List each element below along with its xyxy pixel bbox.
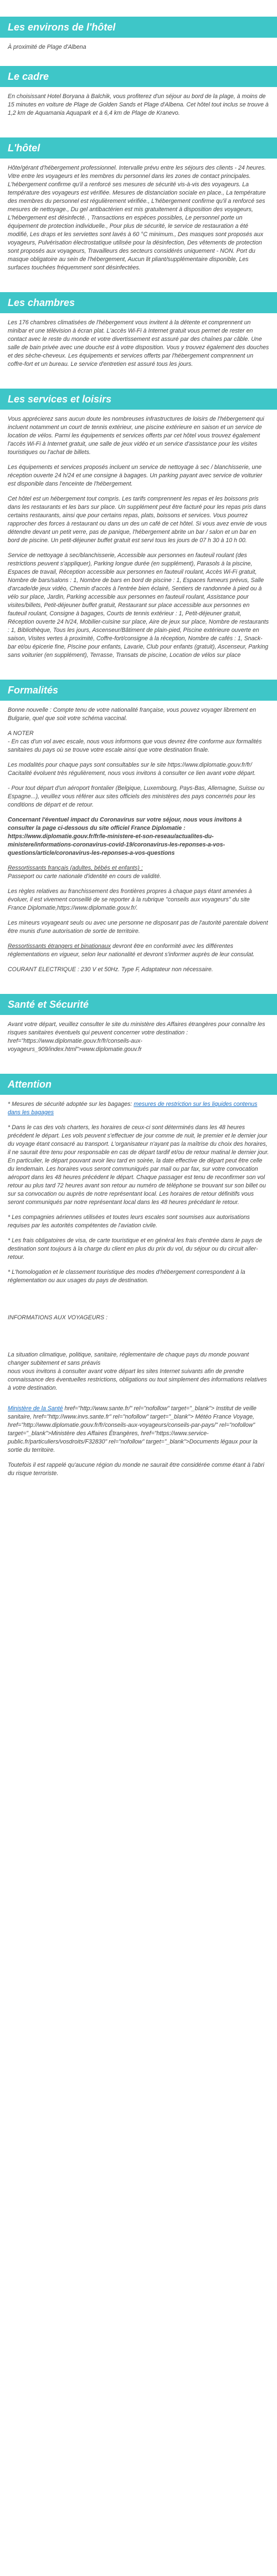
formalites-text-4: Les modalités pour chaque pays sont consultables sur le site https://www.diplomatie.gouv.fr/fr/ Cacitalité évoluent très régulièrement, nous vous invitons à consulter ce lien avant votre départ. <box>8 762 256 777</box>
section-header-hotel: L'hôtel <box>0 137 277 159</box>
section-header-environs: Les environs de l'hôtel <box>0 17 277 38</box>
services-text-3: Cet hôtel est un hébergement tout compris. Les tarifs comprennent les repas et les boissons pris dans les restaurants et les bars sur place. Un supplément peut être facturé pour les repas pris dans certains restaurants, ainsi que pour certains repas, plats, boissons et services. Vous pourrez rapprocher des forces à restaurant ou dans un des un café de cet hôtel. Si vous avez envie de vous détendre devant un petit verre, pas de panique, l'hébergement abrite un bar / salon et un bar en bord de piscine. Un petit-déjeuner buffet gratuit est servi tous les jours de 07 h 30 à 10 h 00. <box>8 496 267 544</box>
liquides-link[interactable]: mesures de restriction sur les liquides contenus dans les bagages <box>8 1101 258 1116</box>
section-attention <box>0 1095 277 1492</box>
section-header-cadre: Le cadre <box>0 66 277 87</box>
attention-links-paragraph <box>8 1405 269 1455</box>
page <box>0 17 277 1492</box>
formalites-text-5: - Pour tout départ d'un aéroport frontalier (Belgique, Luxembourg, Pays-Bas, Allemagne, Suisse ou Espagne...), veuillez vous référer aux sites officiels des ministères des pays concernés pour les conditions de départ et de retour. <box>8 785 265 808</box>
attention-text-3: * Les compagnies aériennes utilisées et toutes leurs escales sont soumises aux autorisations requises par les autorités compétentes de l'aviation civile. <box>8 1214 250 1229</box>
formalites-text-1: Bonne nouvelle : Compte tenu de votre nationalité française, vous pouvez voyager librement en Bulgarie, quel que soit votre schéma vaccinal. <box>8 707 257 722</box>
attention-links-text: href="http://www.sante.fr/" rel="nofollow" target="_blank"> Institut de veille sanitaire, href="http://www.invs.sante.fr" rel="nofollow" target="_blank"> Météo France Voyage, href="http://www.diplomatie.gouv.fr/fr/conseils-aux-voyageurs/conseils-par-pays/" rel="nofollow" target="_blank">Ministère des Affaires Étrangères, href="https://www.service-public.fr/particuliers/vosdroits/F32830" rel="nofollow" target="_blank">Documents légaux pour la sortie du territoire. <box>8 1405 258 1453</box>
formalites-foreign-label: Ressortissants étrangers et binationaux <box>8 943 111 950</box>
section-chambres <box>0 313 277 389</box>
formalites-text-7: Passeport ou carte nationale d'identité en cours de validité. <box>8 873 162 880</box>
formalites-text-3: - En cas d'un vol avec escale, nous vous informons que vous devrez être conforme aux formalités sanitaires du pays où se trouve votre escale ainsi que votre destination finale. <box>8 738 262 753</box>
services-text-4: Service de nettoyage à sec/blanchisserie, Accessible aux personnes en fauteuil roulant (des restrictions peuvent s'appliquer), Parking longue durée (en supplément), Parasols à la piscine, Espaces de travail, Réception accessible aux personnes en fauteuil roulant, Accès Wi-Fi gratuit, Nombre de bars/salons : 1, Nombre de bars en bord de piscine : 1, Espaces fumeurs prévus, Salle d'arcade/de jeux vidéo, Chemin d'accès à l'entrée bien éclairé, Sentiers de randonnée à pied ou à vélo sur place, Jardin, Parking accessible aux personnes en fauteuil roulant, Assistance pour visites/billets, Petit-déjeuner buffet gratuit, Restaurant sur place accessible aux personnes en fauteuil roulant, Consigne à bagages, Courts de tennis extérieur : 1, Petit-déjeuner gratuit, Réception ouverte 24 h/24, Mobilier-cuisine sur place, Aire de jeux sur place, Nombre de restaurants : 1, Bibliothèque, Tous les jours, Ascenseur/Bâtiment de plain-pied, Piscine extérieure ouverte en saison, Visites vertes à proximité, Coffre-fort/consigne à la réception, Nombre de cafés : 1, Snack-bar et/ou épicerie fine, Piscine pour enfants, Lavarie, Club pour enfants (gratuit), Ascenseur, Parking sans voiturier (en supplément), Terrasse, Transats de piscine, Location de vélos sur place <box>8 552 269 659</box>
chambres-text: Les 176 chambres climatisées de l'hébergement vous invitent à la détente et comprennent un minibar et une télévision à écran plat. L'accès Wi-Fi à Internet gratuit vous permet de rester en contact avec le reste du monde et votre divertissement est assuré par des chaînes par câble. Une salle de bain privée avec une douche est à votre disposition. Vous y trouvez également des douches et des sèche-cheveux. Les équipements et services offerts par l'hébergement comprennent un coffre-fort et un bureau. Le service d'entretien est assuré tous les jours. <box>8 319 269 368</box>
section-header-attention: Attention <box>0 1074 277 1095</box>
attention-text-2: * Dans le cas des vols charters, les horaires de ceux-ci sont déterminés dans les 48 heures précédent le départ. Les vols peuvent s'effectuer de jour comme de nuit, le premier et le dernier jour du voyage étant consacré au transport. L'organisateur n'ayant pas la maîtrise du choix des horaires, il ne saurait être tenu pour responsable en cas de départ tardif et/ou de retour matinal le dernier jour. En particulier, le départ pouvant avoir lieu tard en soirée, la date effective de départ peut être celle du lendemain. Les horaires vous seront communiqués par mail ou par fax, sur votre convocation aéroport dans les 48 heures précédent le départ. Chaque passager est tenu de reconfirmer son vol retour au plus tard 72 heures avant son retour au numéro de téléphone se trouvant sur son billet ou sur sa convocation ou auprès de notre représentant local. Les horaires de retour définitifs vous seront communiqués par notre représentant local dans les 48 heures précédant le retour. <box>8 1124 269 1206</box>
section-cadre <box>0 87 277 137</box>
formalites-foreign-text: devront être en conformité avec les différentes réglementations en vigueur, selon leur nationalité et devront s'informer auprès de leur consulat. <box>8 943 255 958</box>
ministere-sante-link[interactable]: Ministère de la Santé <box>8 1405 63 1412</box>
hotel-text: Hôte/gérant d'hébergement professionnel. Intervalle prévu entre les séjours des clients - 24 heures. Vitre entre les voyageurs et les membres du personnel dans les zones de contact principales. L'hébergement confirme qu'il a renforcé ses mesures de sécurité vis-à-vis des voyageurs. La température des voyageurs est vérifiée. Mesures de distanciation sociale en place., La température des membres du personnel est régulièrement vérifiée., L'hébergement confirme qu'il a renforcé ses mesures de nettoyage., Du gel antibactérien est mis gratuitement à disposition des voyageurs, L'hébergement est désinfecté. , Transactions en espèces possibles, Le personnel porte un équipement de protection individuelle., Pour plus de sécurité, le service de restauration a été modifié, Les draps et les serviettes sont lavés à 60 °C minimum., Des masques sont proposés aux voyageurs, Pulvérisation électrostatique utilisée pour la désinfection, Des vêtements de protection sont proposés aux voyageurs, Travailleurs des secteurs considérés uniquement - NON. Port du masque obligatoire au sein de l'hébergement, Aucun lit pliant/supplémentaire disponible, Les surfaces touchées fréquemment sont désinfectées. <box>8 165 266 271</box>
section-formalites <box>0 701 277 994</box>
services-text-2: Les équipements et services proposés incluent un service de nettoyage à sec / blanchisserie, une réception ouverte 24 h/24 et une consigne à bagages. Un parking payant avec service de voiturier est disponible dans l'enceinte de l'hébergement. <box>8 464 263 487</box>
section-sante <box>0 1015 277 1074</box>
services-text-1: Vous apprécierez sans aucun doute les nombreuses infrastructures de loisirs de l'hébergement qui incluent notamment un court de tennis extérieur, une piscine extérieure en saison et un service de location de vélos. Parmi les équipements et services offerts par cet hôtel vous trouvez également l'accès Wi-Fi à Internet gratuit, une salle de jeux vidéo et un service d'assistance pour les visites touristiques ou l'achat de billets. <box>8 416 264 456</box>
sante-text: Avant votre départ, veuillez consulter le site du ministère des Affaires étrangères pour connaître les risques sanitaires éventuels qui peuvent concerner votre destination : href="https://www.diplomatie.gouv.fr/fr/conseils-aux-voyageurs_909/index.html">www.diplomatie.gouv.fr <box>8 1021 265 1053</box>
section-environs <box>0 38 277 66</box>
section-services <box>0 410 277 680</box>
formalites-french-label: Ressortissants français (adultes, bébés et enfants) : <box>8 865 143 871</box>
formalites-coronavirus: Concernant l'éventuel impact du Coronavirus sur votre séjour, nous vous invitons à consulter la page ci-dessous du site officiel France Diplomatie : https://www.diplomatie.gouv.fr/fr/le-ministere-et-son-reseau/actualites-du-ministere/informations-coronavirus-covid-19/coronavirus-les-reponses-a-vos-questions/article/coronavirus-les-reponses-a-vos-questions <box>8 817 242 856</box>
attention-bagages <box>8 1100 269 1117</box>
cadre-text: En choisissant Hotel Boryana à Balchik, vous profiterez d'un séjour au bord de la plage, à moins de 15 minutes en voiture de Plage de Golden Sands et Plage d'Albena. Cet hôtel tout inclus se trouve à 1,2 km de Aquamania Aquapark et à 6,4 km de Plage de Kranevo. <box>8 93 269 116</box>
attention-text-10: Toutefois il est rappelé qu'aucune région du monde ne saurait être considérée comme étant à l'abri du risque terroriste. <box>8 1462 265 1477</box>
attention-informations-label: INFORMATIONS AUX VOYAGEURS : <box>8 1314 108 1321</box>
attention-text-5: * L'homologation et le classement touristique des modes d'hébergement correspondent à la réglementation ou aux usages du pays de destination. <box>8 1269 245 1284</box>
attention-text-7: La situation climatique, politique, sanitaire, réglementaire de chaque pays du monde pouvant changer subitement et sans préavis <box>8 1351 249 1366</box>
formalites-text-9: Les mineurs voyageant seuls ou avec une personne ne disposant pas de l'autorité parentale doivent être munis d'une autorisation de sortie de territoire. <box>8 920 268 935</box>
attention-bagages-text: * Mesures de sécurité adoptée sur les bagages: <box>8 1101 134 1108</box>
attention-text-8: nous vous invitons à consulter avant votre départ les sites Internet suivants afin de prendre connaissance des éventuelles restrictions, obligations ou tout simplement des informations relatives à votre destination. <box>8 1368 267 1391</box>
section-header-formalites: Formalités <box>0 680 277 701</box>
section-hotel <box>0 159 277 292</box>
formalites-foreign-paragraph <box>8 942 269 959</box>
formalites-note-label: A NOTER <box>8 730 34 737</box>
section-header-chambres: Les chambres <box>0 292 277 313</box>
attention-text-4: * Les frais obligatoires de visa, de carte touristique et en général les frais d'entrée dans le pays de destination sont toujours à la charge du client en plus du prix du vol, du séjour ou du circuit aller-retour. <box>8 1237 262 1261</box>
environs-text: À proximité de Plage d'Albena <box>8 44 86 50</box>
section-header-services: Les services et loisirs <box>0 389 277 410</box>
section-header-sante: Santé et Sécurité <box>0 994 277 1015</box>
formalites-text-8: Les règles relatives au franchissement des frontières propres à chaque pays étant amenées à évoluer, il est vivement conseillé de se reporter à la rubrique "conseils aux voyageurs" du site France Diplomatie,https://www.diplomatie.gouv.fr/. <box>8 888 252 911</box>
formalites-courant: COURANT ELECTRIQUE : 230 V et 50Hz. Type F, Adaptateur non nécessaire. <box>8 966 213 973</box>
